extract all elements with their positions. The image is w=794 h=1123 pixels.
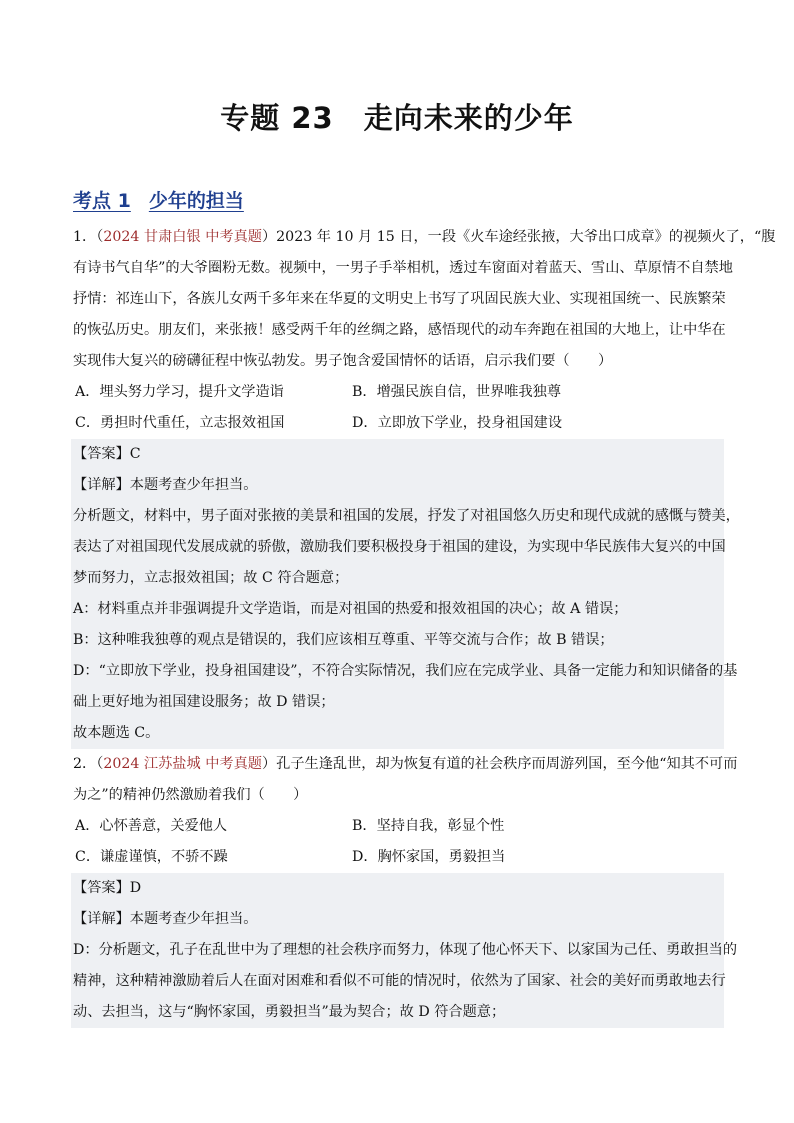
question-1-analysis-2: 表达了对祖国现代发展成就的骄傲，激励我们要积极投身于祖国的建设，为实现中华民族伟大复兴的中国 (73, 539, 726, 555)
question-1-option-b: B．增强民族自信，世界唯我独尊 (352, 384, 562, 400)
question-2-answer: 【答案】D (73, 880, 142, 896)
question-2-option-d: D．胸怀家国，勇毅担当 (352, 849, 506, 865)
question-2-answer-block (71, 873, 738, 1028)
question-1-source: 2024 甘肃白银 中考真题 (103, 229, 262, 245)
question-2-option-a: A．心怀善意，关爱他人 (75, 818, 228, 834)
question-1-stem-line-5: 实现伟大复兴的磅礴征程中恢弘勃发。男子饱含爱国情怀的话语，启示我们要（ ） (73, 353, 613, 369)
content (71, 222, 776, 1028)
question-2-source: 2024 江苏盐城 中考真题 (103, 756, 262, 772)
question-2-stem-line-1: 2．（2024 江苏盐城 中考真题）孔子生逢乱世，却为恢复有道的社会秩序而周游列国，至今他“知其不可而 (73, 756, 738, 772)
section-name: 少年的担当 (148, 190, 244, 212)
question-2-detail: 【详解】本题考查少年担当。 (73, 911, 258, 927)
question-2-options-row-1 (71, 811, 724, 842)
page-title-main: 走向未来的少年 (363, 101, 574, 135)
question-1-option-c: C．勇担时代重任，立志报效祖国 (75, 415, 285, 431)
question-2 (71, 749, 738, 873)
question-1-stem-line-3: 抒情：祁连山下，各族儿女两千多年来在华夏的文明史上书写了巩固民族大业、实现祖国统一、民族繁荣 (73, 291, 726, 307)
question-2-option-b: B．坚持自我，彰显个性 (352, 818, 505, 834)
question-2-options-row-2 (71, 842, 724, 873)
question-1-stem-line-1: 1．（2024 甘肃白银 中考真题）2023 年 10 月 15 日，一段《火车途经张掖，大爷出口成章》的视频火了，“腹 (73, 229, 776, 245)
question-1-detail: 【详解】本题考查少年担当。 (73, 477, 258, 493)
question-1-analysis-1: 分析题文，材料中，男子面对张掖的美景和祖国的发展，抒发了对祖国悠久历史和现代成就的感慨与赞美， (73, 508, 740, 524)
question-1-analysis-3: 梦而努力，立志报效祖国；故 C 符合题意； (73, 570, 349, 586)
question-1-answer: 【答案】C (73, 446, 141, 462)
question-1-analysis-8: 故本题选 C。 (73, 725, 160, 741)
question-2-option-c: C．谦虚谨慎，不骄不躁 (75, 849, 228, 865)
page-title-prefix: 专题 23 (220, 101, 334, 135)
question-1-options-row-1 (71, 377, 724, 408)
question-1-answer-block (71, 439, 740, 749)
question-1-analysis-6: D：“立即放下学业，投身祖国建设”，不符合实际情况，我们应在完成学业、具备一定能力和知识储备的基 (73, 663, 738, 679)
page-title (0, 96, 794, 137)
question-2-analysis-2: 精神，这种精神激励着后人在面对困难和看似不可能的情况时，依然为了国家、社会的美好而勇敢地去行 (73, 973, 726, 989)
question-1-option-d: D．立即放下学业，投身祖国建设 (352, 415, 563, 431)
question-1-options-row-2 (71, 408, 724, 439)
question-1 (71, 222, 776, 439)
question-1-analysis-7: 础上更好地为祖国建设服务；故 D 错误； (73, 694, 335, 710)
question-2-analysis-1: D：分析题文，孔子在乱世中为了理想的社会秩序而努力，体现了他心怀天下、以家国为己任、勇敢担当的 (73, 942, 738, 958)
question-1-stem-line-2: 有诗书气自华”的大爷圈粉无数。视频中，一男子手举相机，透过车窗面对着蓝天、雪山、草原情不自禁地 (73, 260, 733, 276)
question-2-stem-line-2: 为之”的精神仍然激励着我们（ ） (73, 787, 308, 803)
section-prefix: 考点 1 (73, 190, 131, 212)
question-1-analysis-4: A：材料重点并非强调提升文学造诣，而是对祖国的热爱和报效祖国的决心；故 A 错误； (73, 601, 628, 617)
question-1-option-a: A．埋头努力学习，提升文学造诣 (75, 384, 284, 400)
question-1-analysis-5: B：这种唯我独尊的观点是错误的，我们应该相互尊重、平等交流与合作；故 B 错误； (73, 632, 614, 648)
question-1-stem-line-4: 的恢弘历史。朋友们，来张掖！感受两千年的丝绸之路，感悟现代的动车奔跑在祖国的大地上，让中华在 (73, 322, 726, 338)
section-heading (73, 186, 244, 213)
question-2-analysis-3: 动、去担当，这与“胸怀家国，勇毅担当”最为契合；故 D 符合题意； (73, 1004, 506, 1020)
